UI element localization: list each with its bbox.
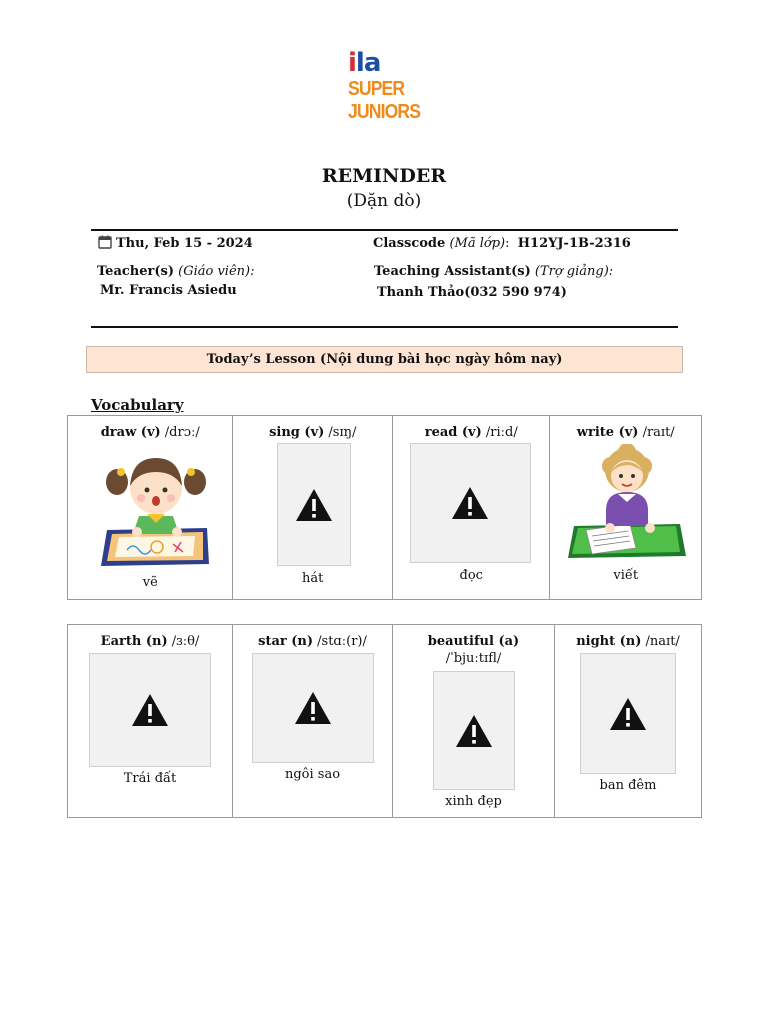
warning-icon: [294, 691, 332, 725]
page-subtitle: (Dặn dò): [346, 191, 422, 211]
meaning-text: hát: [302, 571, 324, 586]
top-divider: [91, 229, 678, 231]
ta-label-line: [374, 264, 613, 279]
vocab-card-star: star (n) /stɑː(r)/ ngôi sao: [233, 625, 393, 817]
todays-lesson-banner: Today’s Lesson (Nội dung bài học ngày hôm nay): [86, 346, 683, 373]
teacher-label-line: [97, 264, 254, 279]
meaning-text: vẽ: [142, 575, 158, 590]
meaning-text: ngôi sao: [284, 767, 341, 782]
ila-super-juniors-logo: [348, 50, 428, 130]
warning-icon: [131, 693, 169, 727]
vocab-card-sing: sing (v) /sɪŋ/ hát: [233, 416, 393, 599]
vocab-card-earth: Earth (n) /ɜːθ/ Trái đất: [68, 625, 233, 817]
warning-icon: [455, 714, 493, 748]
ta-name: Thanh Thảo(032 590 974): [377, 285, 567, 300]
image-placeholder: [277, 443, 351, 566]
child-drawing-illustration: [97, 446, 215, 568]
logo-super: SUPER: [348, 78, 405, 100]
date-line: [98, 235, 253, 251]
meaning-text: xinh đẹp: [445, 794, 502, 809]
date-value: Thu, Feb 15 - 2024: [116, 236, 253, 251]
meaning-text: Trái đất: [123, 771, 177, 786]
vocab-table-row-1: [67, 415, 702, 600]
vocab-card-draw: draw (v) /drɔː/ vẽ: [68, 416, 233, 599]
image-placeholder: [252, 653, 374, 763]
meaning-text: đọc: [459, 568, 483, 583]
image-placeholder: [410, 443, 531, 563]
bottom-divider: [91, 326, 678, 328]
ta-label: Teaching Assistant(s): [374, 264, 531, 279]
meaning-text: ban đêm: [599, 778, 657, 793]
page-title: REMINDER: [321, 165, 447, 187]
calendar-icon: [98, 235, 112, 249]
warning-icon: [451, 486, 489, 520]
image-placeholder: [89, 653, 211, 767]
logo-juniors: JUNIORS: [348, 101, 421, 123]
classcode-label-vi: (Mã lớp): [449, 236, 506, 251]
teacher-label: Teacher(s): [97, 264, 174, 279]
teacher-name: Mr. Francis Asiedu: [100, 283, 237, 298]
meaning-text: viết: [613, 568, 639, 583]
ta-label-vi: (Trợ giảng):: [534, 264, 614, 279]
logo-ila: ila: [348, 48, 381, 78]
classcode-line: Classcode (Mã lớp): H12YJ-1B-2316: [373, 236, 631, 251]
vocab-card-night: night (n) /naɪt/ ban đêm: [555, 625, 701, 817]
image-placeholder: [433, 671, 515, 790]
ipa-text: /ˈbjuːtɪfl/: [445, 651, 502, 666]
vocab-card-beautiful: beautiful (a) /ˈbjuːtɪfl/ xinh đẹp: [393, 625, 555, 817]
vocab-card-read: read (v) /riːd/ đọc: [393, 416, 551, 599]
warning-icon: [609, 697, 647, 731]
classcode-value: H12YJ-1B-2316: [517, 236, 631, 251]
classcode-label: Classcode: [373, 236, 446, 251]
vocab-card-write: write (v) /raɪt/ viết: [550, 416, 701, 599]
warning-icon: [295, 488, 333, 522]
teacher-label-vi: (Giáo viên):: [178, 264, 255, 279]
child-writing-illustration: [566, 444, 688, 562]
vocabulary-heading: Vocabulary: [91, 396, 184, 414]
vocab-table-row-2: [67, 624, 702, 818]
image-placeholder: [580, 653, 676, 774]
